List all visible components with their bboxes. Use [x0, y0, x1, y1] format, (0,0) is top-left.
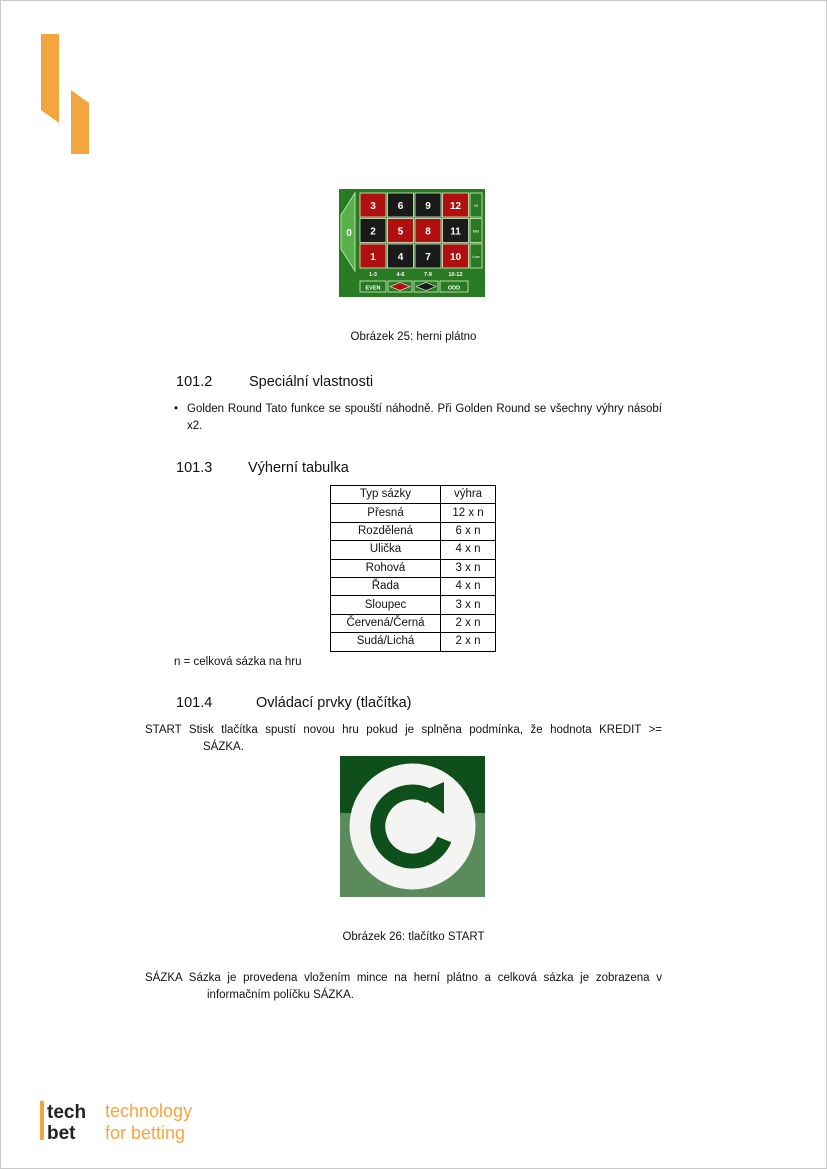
- number-label: 5: [397, 226, 404, 238]
- table-row: [331, 522, 496, 540]
- section-101-4-heading: [176, 695, 496, 715]
- number-label: 7: [425, 252, 431, 263]
- roulette-board: [339, 189, 485, 297]
- table-note: n = celková sázka na hru: [174, 656, 302, 668]
- brand-logo-icon: [38, 32, 94, 156]
- side-bet-label: Mid: [472, 228, 480, 234]
- section-101-3-heading: [176, 460, 476, 480]
- payout-table: [330, 485, 496, 652]
- table-row: [331, 504, 496, 522]
- table-cell: Červená/Černá: [331, 614, 441, 632]
- number-label: 4: [397, 252, 404, 263]
- table-row: [331, 596, 496, 614]
- table-row: [331, 541, 496, 559]
- number-label: 3: [370, 201, 376, 212]
- table-cell: Ulička: [331, 541, 441, 559]
- section-title: Ovládací prvky (tlačítka): [256, 695, 412, 711]
- table-cell: 2 x n: [441, 614, 496, 632]
- table-row: [331, 633, 496, 651]
- table-cell: 3 x n: [441, 596, 496, 614]
- section-title: Výherní tabulka: [248, 460, 349, 476]
- even-label: EVEN: [365, 285, 381, 292]
- start-button-image: [340, 756, 485, 897]
- table-header-cell: výhra: [441, 486, 496, 504]
- logo-bar-icon: [40, 1101, 44, 1140]
- logo-word-tech: tech: [47, 1102, 87, 1123]
- number-label: 8: [425, 226, 431, 238]
- table-header-cell: Typ sázky: [331, 486, 441, 504]
- table-cell: Sudá/Lichá: [331, 633, 441, 651]
- table-row: [331, 559, 496, 577]
- table-header-row: [331, 486, 496, 504]
- number-label: 9: [425, 201, 431, 212]
- number-label: 1: [370, 252, 376, 263]
- start-description-line1: START Stisk tlačítka spustí novou hru pokud je splněna podmínka, že hodnota KREDIT >=: [145, 724, 662, 736]
- number-label: 10: [449, 252, 462, 263]
- zero-label: 0: [346, 228, 352, 239]
- bullet-dot: •: [174, 403, 179, 415]
- table-cell: Řada: [331, 577, 441, 595]
- figure-26-caption: Obrázek 26: tlačítko START: [342, 931, 485, 943]
- table-row: [331, 577, 496, 595]
- table-cell: 4 x n: [441, 541, 496, 559]
- number-label: 6: [397, 201, 404, 212]
- logo-tag-technology: technology: [105, 1101, 193, 1121]
- sazka-description: [145, 970, 662, 1003]
- techbet-footer-logo: [38, 1098, 238, 1146]
- table-cell: Přesná: [331, 504, 441, 522]
- sazka-description-line2: informačním políčku SÁZKA.: [207, 988, 354, 1001]
- side-bet-label: Hi: [474, 203, 478, 208]
- table-cell: Rozdělená: [331, 522, 441, 540]
- dozen-label: 1-3: [369, 272, 377, 278]
- section-number: 101.3: [176, 460, 213, 476]
- section-number: 101.2: [176, 374, 213, 390]
- table-cell: 4 x n: [441, 577, 496, 595]
- dozen-label: 4-6: [396, 272, 405, 278]
- start-description-line2: SÁZKA.: [203, 740, 244, 753]
- roulette-board-graphic: [339, 189, 485, 297]
- start-description: [145, 722, 662, 755]
- table-cell: 3 x n: [441, 559, 496, 577]
- table-cell: 2 x n: [441, 633, 496, 651]
- dozen-label: 10-12: [448, 272, 463, 278]
- table-row: [331, 614, 496, 632]
- table-cell: Rohová: [331, 559, 441, 577]
- sazka-description-line1: SÁZKA Sázka je provedena vložením mince na herní plátno a celková sázka je zobrazena v: [145, 972, 662, 984]
- logo-tag-for-betting: for betting: [105, 1123, 186, 1143]
- bullet-text: Golden Round Tato funkce se spouští náhodně. Při Golden Round se všechny výhry násobí x2.: [187, 403, 662, 432]
- odd-label: ODD: [447, 285, 461, 292]
- table-cell: 12 x n: [441, 504, 496, 522]
- dozen-label: 7-9: [424, 272, 432, 278]
- side-bet-label: Low: [472, 254, 480, 259]
- number-label: 12: [449, 201, 462, 212]
- number-label: 2: [370, 226, 376, 238]
- section-title: Speciální vlastnosti: [249, 374, 374, 390]
- table-cell: 6 x n: [441, 522, 496, 540]
- section-101-2-heading: [176, 374, 476, 394]
- section-number: 101.4: [176, 695, 213, 711]
- logo-word-bet: bet: [47, 1123, 76, 1144]
- bullet-item: [174, 401, 662, 434]
- table-cell: Sloupec: [331, 596, 441, 614]
- figure-25-caption: Obrázek 25: herni plátno: [350, 331, 477, 343]
- number-label: 11: [450, 226, 461, 238]
